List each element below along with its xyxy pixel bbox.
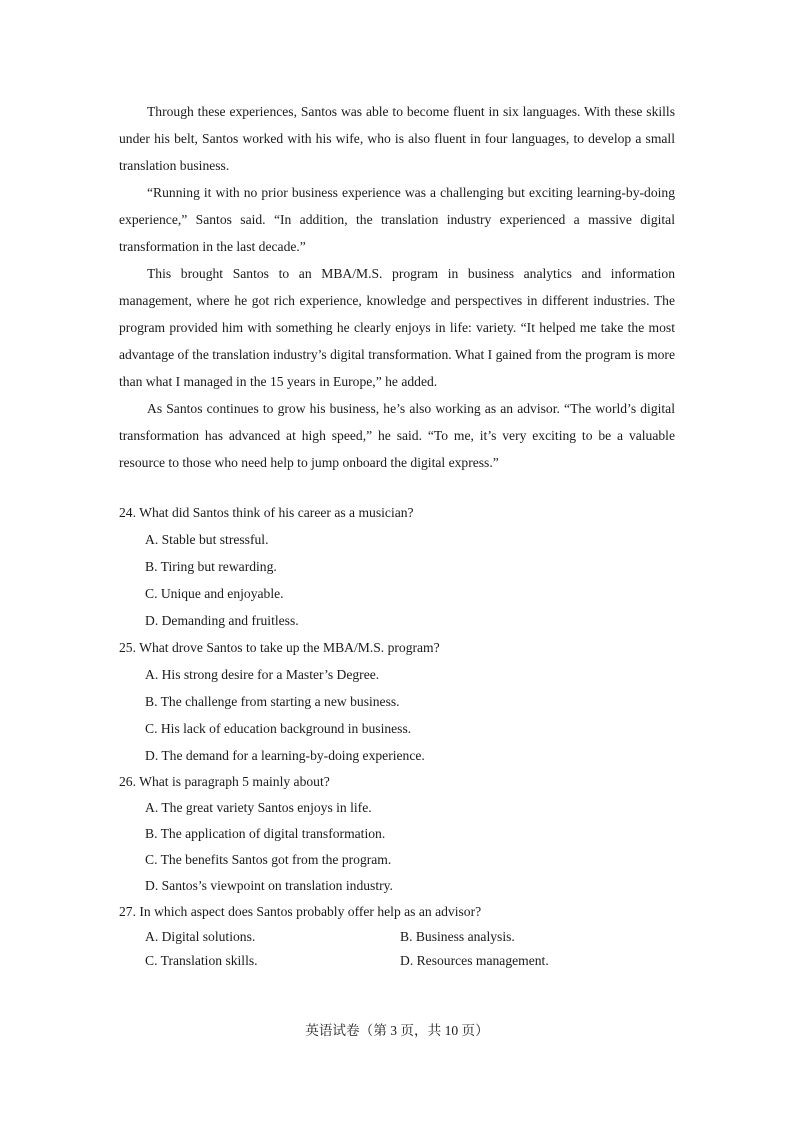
question-25 [119, 634, 675, 769]
option-a: A. The great variety Santos enjoys in life. [145, 800, 372, 815]
option-c: C. Translation skills. [145, 953, 258, 968]
option-b: B. The challenge from starting a new business. [145, 694, 400, 709]
option-c: C. Unique and enjoyable. [145, 586, 284, 601]
reading-passage [119, 98, 675, 476]
option-a: A. His strong desire for a Master’s Degree. [145, 667, 380, 682]
option-b: B. Tiring but rewarding. [145, 559, 277, 574]
option-d: D. Demanding and fruitless. [145, 613, 299, 628]
option-b: B. Business analysis. [400, 929, 515, 944]
option-d: D. Resources management. [400, 953, 549, 968]
option-c: C. His lack of education background in business. [145, 721, 412, 736]
question-stem: 27. In which aspect does Santos probably offer help as an advisor? [119, 904, 482, 919]
passage-paragraph: “Running it with no prior business experience was a challenging but exciting learning-by-doing experience,” Santos said. “In addition, the translation industry experienced a massive digital transformation in the last decade.” [119, 185, 675, 254]
page-footer: 英语试卷（第 3 页，共 10 页） [305, 1023, 489, 1038]
question-list [119, 499, 675, 973]
question-stem: 25. What drove Santos to take up the MBA/M.S. program? [119, 640, 440, 655]
option-d: D. The demand for a learning-by-doing experience. [145, 748, 425, 763]
passage-paragraph: Through these experiences, Santos was able to become fluent in six languages. With these skills under his belt, Santos worked with his wife, who is also fluent in four languages, to develop a small translation business. [119, 104, 675, 173]
option-d: D. Santos’s viewpoint on translation industry. [145, 878, 393, 893]
question-stem: 26. What is paragraph 5 mainly about? [119, 774, 330, 789]
option-c: C. The benefits Santos got from the program. [145, 852, 392, 867]
passage-paragraph: As Santos continues to grow his business, he’s also working as an advisor. “The world’s digital transformation has advanced at high speed,” he said. “To me, it’s very exciting to be a valuable resource to those who need help to jump onboard the digital express.” [119, 401, 675, 470]
question-26 [119, 769, 675, 899]
passage-paragraph: This brought Santos to an MBA/M.S. program in business analytics and information management, where he got rich experience, knowledge and perspectives in different industries. The program provided him with something he clearly enjoys in life: variety. “It helped me take the most advantage of the translation industry’s digital transformation. What I gained from the program is more than what I managed in the 15 years in Europe,” he added. [119, 266, 675, 389]
option-grid [119, 925, 675, 973]
option-a: A. Digital solutions. [145, 929, 256, 944]
question-stem: 24. What did Santos think of his career as a musician? [119, 505, 414, 520]
question-27 [119, 899, 675, 973]
option-b: B. The application of digital transformation. [145, 826, 386, 841]
question-24 [119, 499, 675, 634]
option-a: A. Stable but stressful. [145, 532, 269, 547]
